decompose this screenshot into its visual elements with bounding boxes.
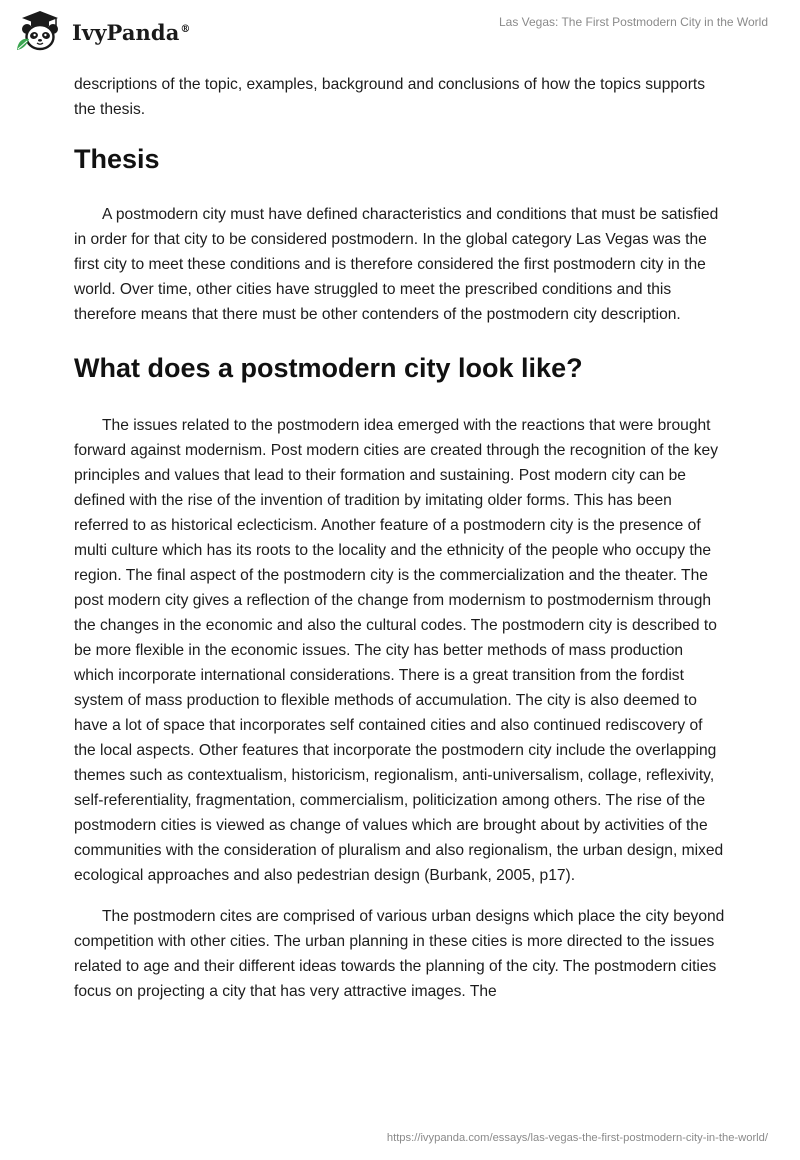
section-paragraph-2: The postmodern cites are comprised of various urban designs which place the city beyond competition with other cities. The urban planning in these cities is more directed to the issues related to age and their different ideas towards the planning of the city. The postmodern cities focus on projecting a city that has very attractive images. The bbox=[74, 908, 725, 1000]
intro-paragraph-tail: descriptions of the topic, examples, background and conclusions of how the topics supports the thesis. bbox=[74, 76, 706, 118]
logo-wordmark: IvyPanda® bbox=[72, 19, 191, 45]
essay-body bbox=[74, 72, 726, 1004]
document-title: Las Vegas: The First Postmodern City in the World bbox=[498, 15, 768, 29]
footer-url[interactable]: https://ivypanda.com/essays/las-vegas-the-first-postmodern-city-in-the-world/ bbox=[386, 1132, 768, 1144]
panda-graduate-icon bbox=[14, 9, 66, 53]
thesis-heading: Thesis bbox=[74, 144, 160, 174]
ivypanda-logo[interactable] bbox=[14, 9, 191, 53]
page-header bbox=[0, 0, 800, 66]
section-paragraph-1: The issues related to the postmodern idea emerged with the reactions that were brought forward against modernism. Post modern cities are created through the recognition of the key principles and values that lead to their formation and sustaining. Post modern city can be defined with the rise of the invention of tradition by imitating older forms. This has been referred to as historical eclecticism. Another feature of a postmodern city is the presence of multi culture which has its roots to the locality and the ethnicity of the people who occupy the region. The final aspect of the postmodern city is the commercialization and the theater. The post modern city gives a reflection of the change from modernism to postmodernism through the changes in the economic and also the cultural codes. The postmodern city is described to be more flexible in the economic issues. The city has better methods of mass production which incorporate international considerations. There is a great transition from the fordist system of mass production to flexible methods of accumulation. The city is also deemed to have a lot of space that incorporates self contained cities and also continued rediscovery of the local aspects. Other features that incorporate the postmodern city include the overlapping themes such as contextualism, historicism, regionalism, anti-universalism, collage, reflexivity, self-referentiality, fragmentation, commercialism, politicization among others. The rise of the postmodern cities is viewed as change of values which are brought about by activities of the communities with the consideration of pluralism and also regionalism, the urban design, mixed ecological approaches and also pedestrian design (Burbank, 2005, p17). bbox=[74, 417, 724, 884]
section-heading: What does a postmodern city look like? bbox=[74, 353, 583, 383]
thesis-paragraph: A postmodern city must have defined characteristics and conditions that must be satisfied in order for that city to be considered postmodern. In the global category Las Vegas was the first city to meet these conditions and is therefore considered the first postmodern city in the world. Over time, other cities have struggled to meet the prescribed conditions and this therefore means that there must be other contenders of the postmodern city description. bbox=[74, 206, 719, 323]
